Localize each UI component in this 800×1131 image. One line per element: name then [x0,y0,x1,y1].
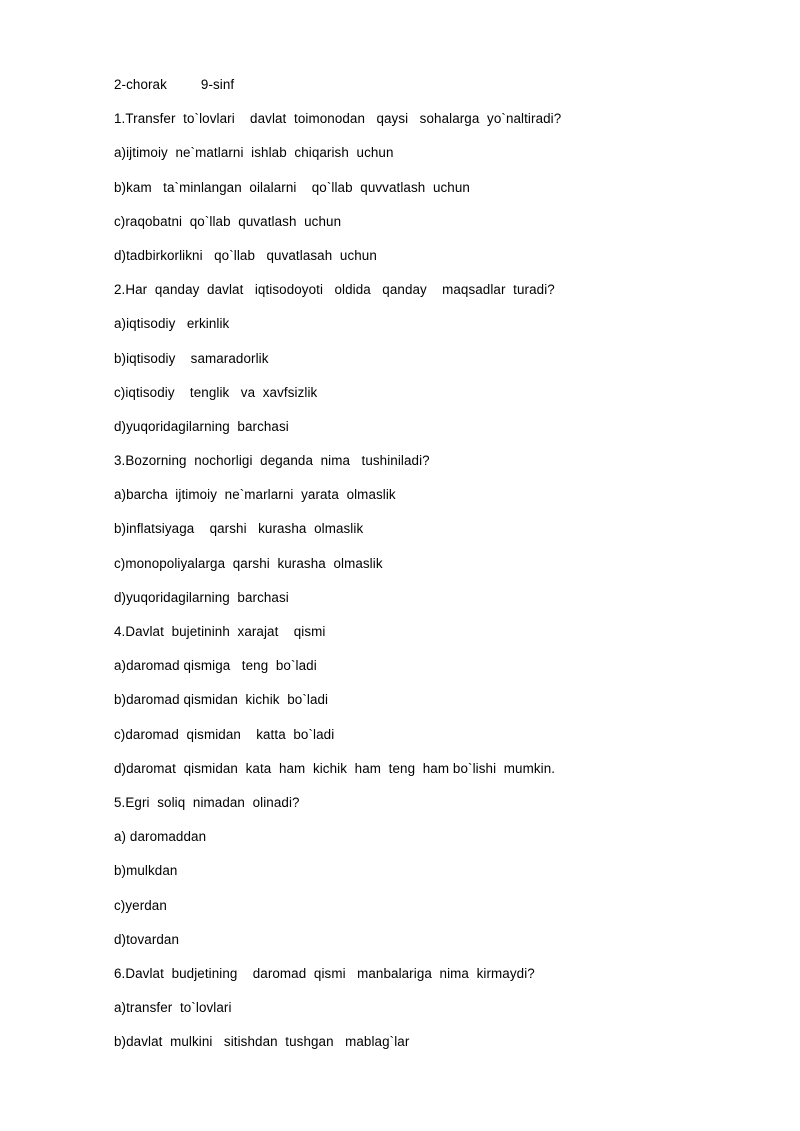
question-3-option-b: b)inflatsiyaga qarshi kurasha olmaslik [114,521,364,537]
question-2-option-b: b)iqtisodiy samaradorlik [114,350,269,366]
question-1-option-d: d)tadbirkorlikni qo`llab quvatlasah uchun [114,247,377,263]
question-4-option-a: a)daromad qismiga teng bo`ladi [114,658,317,674]
question-2: 2.Har qanday davlat iqtisodoyoti oldida qanday maqsadlar turadi? [114,282,555,298]
question-3-option-d: d)yuqoridagilarning barchasi [114,589,289,605]
question-6-option-b: b)davlat mulkini sitishdan tushgan mablag`lar [114,1034,410,1050]
question-4: 4.Davlat bujetininh xarajat qismi [114,624,326,639]
question-4-option-c: c)daromad qismidan katta bo`ladi [114,726,335,742]
question-2-option-a: a)iqtisodiy erkinlik [114,316,230,332]
question-2-option-c: c)iqtisodiy tenglik va xavfsizlik [114,384,318,400]
question-3: 3.Bozorning nochorligi deganda nima tushiniladi? [114,453,430,469]
document-body [114,75,754,1066]
quarter-label: 2-chorak [114,77,167,92]
question-5-option-d: d)tovardan [114,931,180,947]
question-3-option-a: a)barcha ijtimoiy ne`marlarni yarata olmaslik [114,487,396,503]
grade-label: 9-sinf [200,77,235,92]
question-5: 5.Egri soliq nimadan olinadi? [114,794,300,810]
question-5-option-a: a) daromaddan [114,829,207,845]
question-6-option-a: a)transfer to`lovlari [114,1000,232,1016]
question-1-option-b: b)kam ta`minlangan oilalarni qo`llab quvvatlash uchun [114,179,470,195]
question-6: 6.Davlat budjetining daromad qismi manbalariga nima kirmaydi? [114,965,535,981]
question-5-option-b: b)mulkdan [114,863,178,879]
question-1-option-c: c)raqobatni qo`llab quvatlash uchun [114,213,342,229]
document-header [114,75,754,109]
question-1-option-a: a)ijtimoiy ne`matlarni ishlab chiqarish uchun [114,145,394,161]
question-1: 1.Transfer to`lovlari davlat toimonodan qaysi sohalarga yo`naltiradi? [114,111,562,127]
question-2-option-d: d)yuqoridagilarning barchasi [114,418,289,434]
question-3-option-c: c)monopoliyalarga qarshi kurasha olmaslik [114,555,383,571]
question-5-option-c: c)yerdan [114,897,167,913]
question-4-option-b: b)daromad qismidan kichik bo`ladi [114,692,329,708]
question-4-option-d: d)daromat qismidan kata ham kichik ham teng ham bo`lishi mumkin. [114,760,556,776]
